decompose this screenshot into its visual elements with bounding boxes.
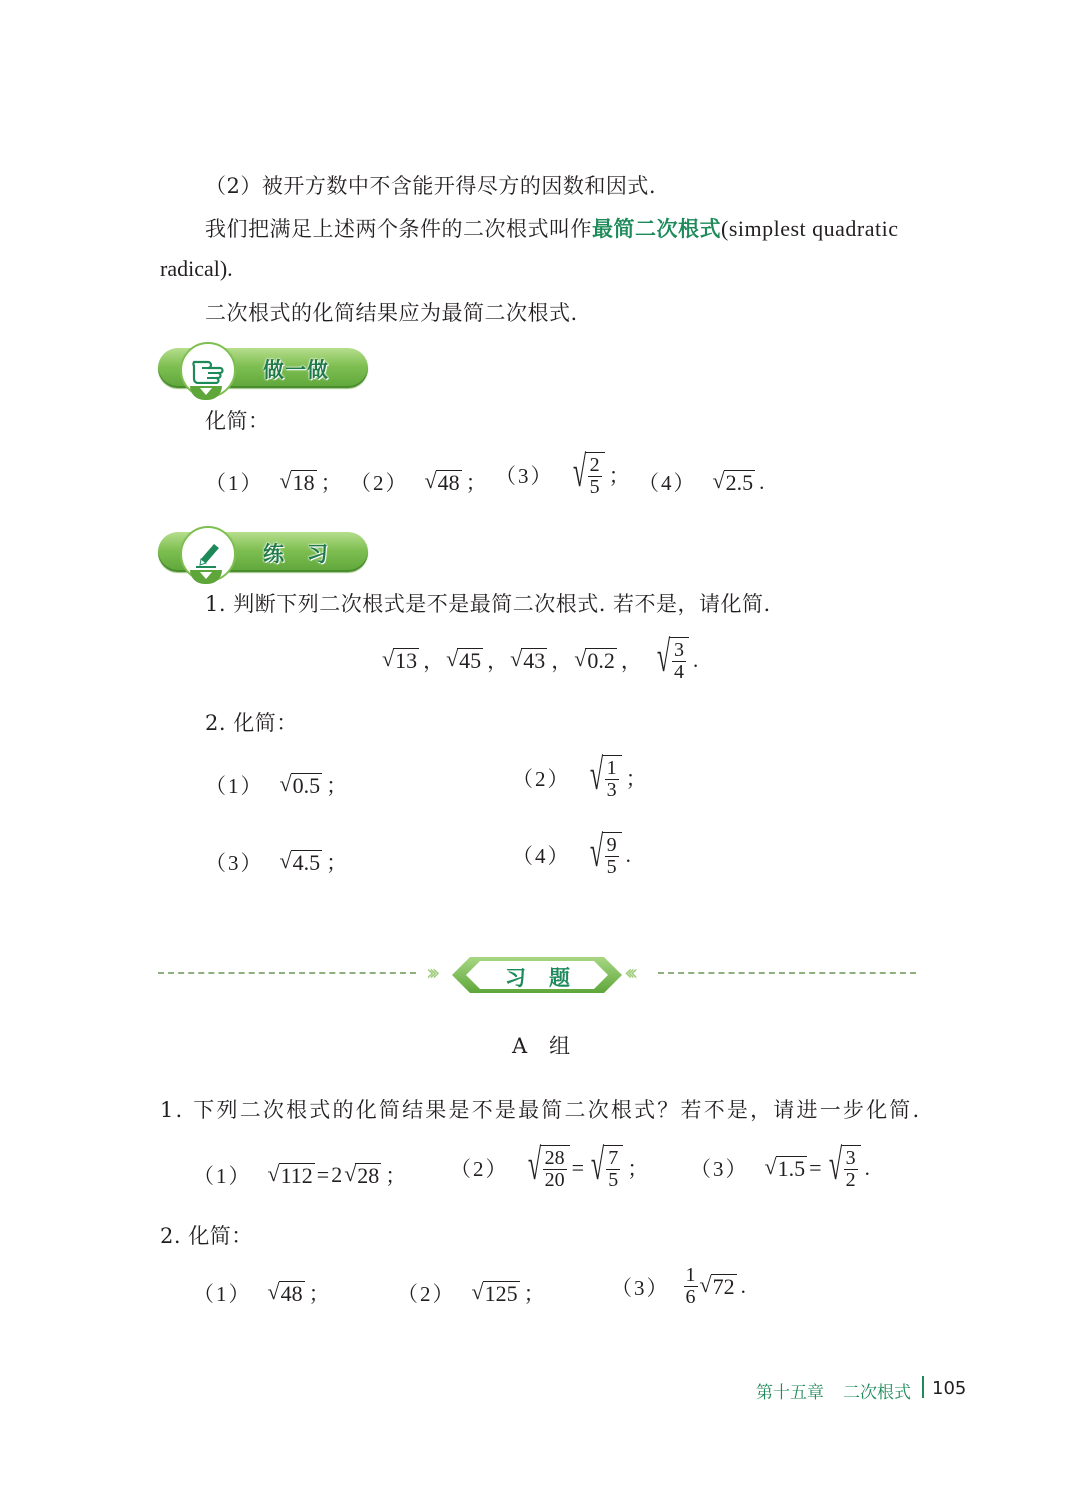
practice-title: 练 习 — [263, 542, 329, 566]
try-it-item-2: （2） √ 48 ； — [350, 467, 487, 495]
sqrt-expression: √ 0.2 — [574, 645, 615, 673]
sqrt-expression: √ 72 — [699, 1272, 735, 1300]
exercise-q2-item-1: （1） √ 48 ； — [193, 1278, 330, 1306]
practice-q2-item-3: （3） √ 4.5 ； — [205, 847, 348, 875]
definition-english: (simplest quadratic — [721, 216, 899, 241]
try-it-banner — [158, 348, 368, 388]
try-it-item-3: （3） √ $\frac{2}{5}$ ； — [495, 447, 630, 498]
sqrt-expression: √ 48 — [267, 1278, 303, 1306]
sqrt-expression: √ 43 — [510, 645, 546, 673]
practice-q2-item-1: （1） √ 0.5 ； — [205, 770, 348, 798]
exercise-q1-item-1: （1） √ 112 = 2 √ 28 ； — [193, 1160, 407, 1188]
try-it-item-4: （4） √ 2.5 . — [638, 467, 765, 495]
chevron-right-icon: ››› — [426, 961, 435, 986]
definition-prefix: 我们把满足上述两个条件的二次根式叫作 — [205, 217, 592, 241]
sqrt-expression: √ 45 — [446, 645, 482, 673]
exercise-question-1: 1. 下列二次根式的化简结果是不是最简二次根式？若不是，请进一步化简. — [160, 1098, 922, 1122]
definition-english-cont: radical). — [160, 256, 233, 281]
sqrt-fraction-expression: √ $\frac{9}{5}$ — [587, 832, 622, 878]
exercise-q1-item-3: （3） √ 1.5 = √ $\frac{3}{2}$ . — [690, 1140, 870, 1191]
try-it-prompt: 化简： — [205, 409, 270, 433]
banner-tab — [190, 386, 222, 400]
condition-2-text: （2）被开方数中不含能开得尽方的因数和因式. — [205, 174, 657, 198]
page-number: 105 — [932, 1378, 967, 1399]
footer-chapter-title: 二次根式 — [843, 1383, 911, 1403]
exercises-title: 习 题 — [505, 966, 571, 990]
conclusion-text: 二次根式的化简结果应为最简二次根式. — [205, 301, 578, 325]
sqrt-expression: √ 1.5 — [764, 1153, 806, 1181]
sqrt-fraction-expression: √ $\frac{7}{5}$ — [588, 1145, 623, 1191]
practice-q2-item-4: （4） √ $\frac{9}{5}$ . — [512, 827, 631, 878]
sqrt-expression: √ 48 — [424, 467, 460, 495]
practice-banner — [158, 532, 368, 572]
definition-paragraph — [205, 213, 899, 243]
exercise-q2-item-2: （2） √ 125 ； — [397, 1278, 545, 1306]
sqrt-expression: √ 4.5 — [279, 847, 321, 875]
sqrt-expression: √ 2.5 — [712, 467, 754, 495]
sqrt-fraction-expression: √ $\frac{28}{20}$ — [525, 1145, 570, 1191]
sqrt-expression: √ 18 — [279, 467, 315, 495]
practice-question-1: 1. 判断下列二次根式是不是最简二次根式. 若不是，请化简. — [205, 592, 771, 616]
try-it-item-1: （1） √ 18 ； — [205, 467, 342, 495]
sqrt-expression: √ 125 — [471, 1278, 518, 1306]
sqrt-expression: √ 13 — [382, 645, 418, 673]
sqrt-fraction-expression: √ $\frac{2}{5}$ — [570, 452, 605, 498]
footer-divider — [922, 1376, 924, 1398]
exercise-question-2: 2. 化简： — [160, 1224, 253, 1248]
footer-chapter: 第十五章 — [756, 1383, 824, 1403]
chevron-left-icon: ‹‹‹ — [624, 961, 633, 986]
sqrt-expression: √ 0.5 — [279, 770, 321, 798]
sqrt-fraction-expression: √ $\frac{3}{2}$ — [826, 1145, 861, 1191]
divider-right — [658, 972, 916, 974]
group-a-title: A 组 — [512, 1034, 571, 1058]
try-it-title: 做一做 — [263, 358, 329, 382]
sqrt-fraction-expression: √ $\frac{3}{4}$ — [654, 637, 689, 683]
practice-q2-item-2: （2） √ $\frac{1}{3}$ ； — [512, 750, 647, 801]
exercise-q1-item-2: （2） √ $\frac{28}{20}$ = √ $\frac{7}{5}$ ； — [450, 1140, 649, 1191]
fraction-coefficient: $\frac{1}{6}$ — [685, 1264, 696, 1308]
divider-left — [158, 972, 416, 974]
key-term-simplest-radical: 最简二次根式 — [592, 217, 721, 241]
sqrt-expression: √ 28 — [344, 1160, 380, 1188]
sqrt-expression: √ 112 — [267, 1160, 313, 1188]
practice-q1-expressions: √ 13 ， √ 45 ， √ 43 ， √ 0.2 ， √ $\frac{3}{4}$ . — [382, 632, 699, 683]
exercise-q2-item-3: （3） $\frac{1}{6}$ √ 72 . — [611, 1264, 746, 1308]
practice-question-2: 2. 化简： — [205, 711, 298, 735]
banner-tab — [190, 570, 222, 584]
sqrt-fraction-expression: √ $\frac{1}{3}$ — [587, 755, 622, 801]
